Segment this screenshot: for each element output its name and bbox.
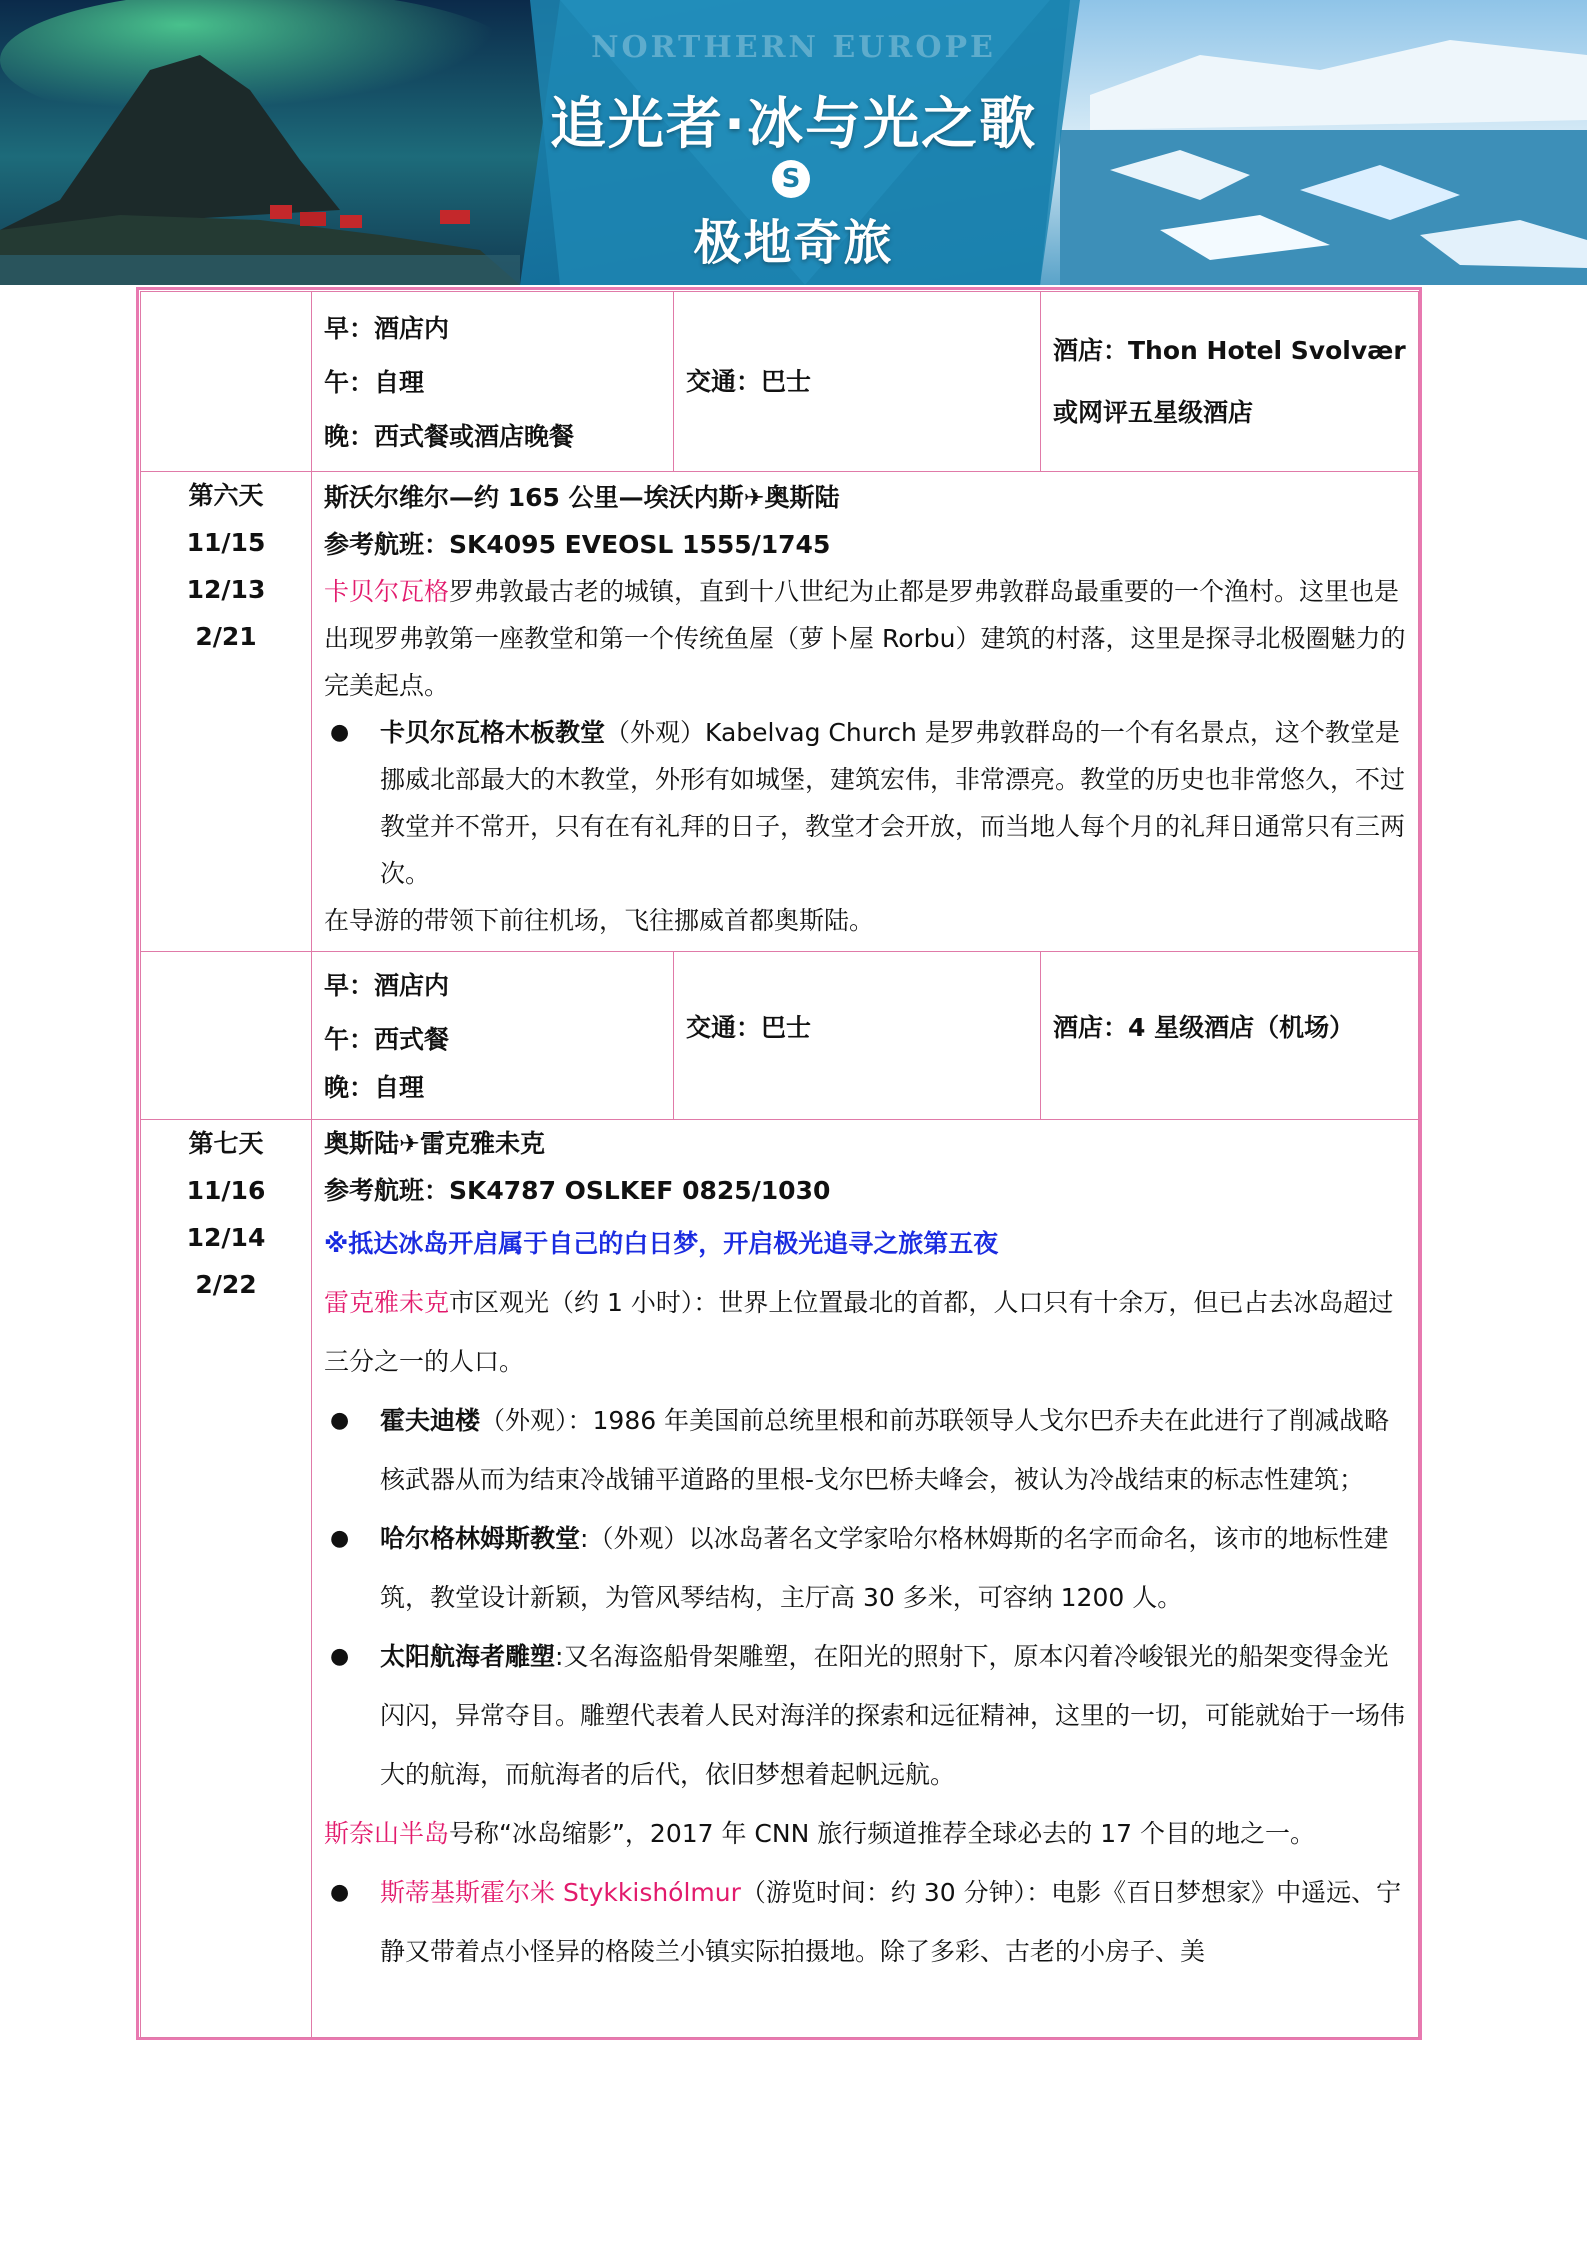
list-item-title: 斯蒂基斯霍尔米 Stykkishólmur — [380, 1878, 741, 1907]
meals-cell — [312, 292, 674, 472]
day-date: 11/16 — [186, 1176, 266, 1205]
flight-line: 参考航班：SK4095 EVEOSL 1555/1745 — [324, 530, 831, 559]
notice-line: ※抵达冰岛开启属于自己的白日梦，开启极光追寻之旅第五夜 — [324, 1229, 999, 1258]
list-item-text: （外观）：1986 年美国前总统里根和前苏联领导人戈尔巴乔夫在此进行了削减战略核武器从而为结束冷战铺平道路的里根-戈尔巴桥夫峰会，被认为冷战结束的标志性建筑； — [380, 1406, 1390, 1494]
list-item-text: （外观）Kabelvag Church 是罗弗敦群岛的一个有名景点，这个教堂是挪威北部最大的木教堂，外形有如城堡，建筑宏伟，非常漂亮。教堂的历史也非常悠久，不过教堂并不常开，只有在有礼拜的日子，教堂才会开放，而当地人每个月的礼拜日通常只有三两次。 — [380, 718, 1406, 888]
list-item-title: 太阳航海者雕塑 — [380, 1642, 556, 1671]
meal-dinner: 晚：自理 — [324, 1073, 425, 1102]
list-item-text: :（外观）以冰岛著名文学家哈尔格林姆斯的名字而命名，该市的地标性建筑，教堂设计新颖，为管风琴结构，主厅高 30 多米，可容纳 1200 人。 — [380, 1524, 1389, 1612]
header-banner — [0, 0, 1587, 285]
day-cell-empty — [141, 292, 312, 472]
hotel-cell: 酒店：4 星级酒店（机场） — [1041, 952, 1419, 1120]
hotel-name: 酒店：Thon Hotel Svolvær — [1053, 335, 1406, 365]
banner-brand: 极地奇旅 — [693, 215, 894, 271]
day-date: 11/15 — [186, 528, 266, 557]
day-date: 2/22 — [195, 1270, 257, 1299]
table-row — [141, 952, 1419, 1120]
list-item-text: （游览时间：约 30 分钟）：电影《百日梦想家》中遥远、宁静又带着点小怪异的格陵兰小镇实际拍摄地。除了多彩、古老的小房子、美 — [380, 1878, 1402, 1966]
meal-breakfast: 早：酒店内 — [324, 314, 450, 343]
itinerary-table — [140, 291, 1419, 2038]
list-item — [324, 1391, 1406, 1509]
day-label: 第七天 — [188, 1129, 264, 1158]
list-item-title: 霍夫迪楼 — [380, 1406, 481, 1435]
day-cell — [141, 472, 312, 952]
list-item — [324, 1863, 1406, 1981]
place-highlight: 斯奈山半岛 — [324, 1819, 450, 1848]
hotel-alt: 或网评五星级酒店 — [1053, 397, 1254, 427]
day-cell-empty — [141, 952, 312, 1120]
route-line: 斯沃尔维尔—约 165 公里—埃沃内斯✈奥斯陆 — [324, 483, 840, 512]
list-item — [324, 1509, 1406, 1627]
paragraph — [324, 568, 1406, 709]
list-item — [324, 709, 1406, 897]
day-cell — [141, 1120, 312, 2038]
list-item-text: :又名海盗船骨架雕塑，在阳光的照射下，原本闪着冷峻银光的船架变得金光闪闪，异常夺目。雕塑代表着人民对海洋的探索和远征精神，这里的一切，可能就始于一场伟大的航海，而航海者的后代，依旧梦想着起帆远航。 — [380, 1642, 1406, 1789]
day-detail-cell — [312, 472, 1419, 952]
meal-lunch: 午：西式餐 — [324, 1025, 450, 1054]
meals-cell — [312, 952, 674, 1120]
table-row — [141, 292, 1419, 472]
place-highlight: 雷克雅未克 — [324, 1288, 450, 1317]
transport-cell: 交通：巴士 — [674, 292, 1041, 472]
table-row — [141, 1120, 1419, 2038]
paragraph — [324, 1804, 1406, 1863]
table-row — [141, 472, 1419, 952]
list-item-title: 哈尔格林姆斯教堂 — [380, 1524, 581, 1553]
paragraph-text: 号称“冰岛缩影”，2017 年 CNN 旅行频道推荐全球必去的 17 个目的地之一。 — [449, 1819, 1315, 1848]
list-item — [324, 1627, 1406, 1804]
paragraph — [324, 1273, 1406, 1391]
flight-line: 参考航班：SK4787 OSLKEF 0825/1030 — [324, 1176, 831, 1205]
meal-dinner: 晚：西式餐或酒店晚餐 — [324, 422, 575, 451]
transport-cell: 交通：巴士 — [674, 952, 1041, 1120]
brand-logo-icon: S — [772, 160, 810, 198]
list-item-title: 卡贝尔瓦格木板教堂 — [380, 718, 606, 747]
day-label: 第六天 — [188, 481, 264, 510]
day-date: 12/14 — [186, 1223, 266, 1252]
banner-title: 追光者·冰与光之歌 — [549, 92, 1038, 157]
place-highlight: 卡贝尔瓦格 — [324, 577, 450, 606]
meal-lunch: 午：自理 — [324, 368, 425, 397]
paragraph-text: 在导游的带领下前往机场，飞往挪威首都奥斯陆。 — [324, 906, 875, 935]
banner-subtitle-en: NORTHERN EUROPE — [591, 30, 996, 65]
day-date: 12/13 — [186, 575, 266, 604]
day-date: 2/21 — [195, 622, 257, 651]
paragraph-text: 市区观光（约 1 小时）：世界上位置最北的首都，人口只有十余万，但已占去冰岛超过三分之一的人口。 — [324, 1288, 1394, 1376]
hotel-cell — [1041, 292, 1419, 472]
day-detail-cell — [312, 1120, 1419, 2038]
paragraph-text: 罗弗敦最古老的城镇，直到十八世纪为止都是罗弗敦群岛最重要的一个渔村。这里也是出现罗弗敦第一座教堂和第一个传统鱼屋（萝卜屋 Rorbu）建筑的村落，这里是探寻北极圈魅力的完美起点。 — [324, 577, 1406, 700]
route-line: 奥斯陆✈雷克雅未克 — [324, 1129, 545, 1158]
meal-breakfast: 早：酒店内 — [324, 971, 450, 1000]
